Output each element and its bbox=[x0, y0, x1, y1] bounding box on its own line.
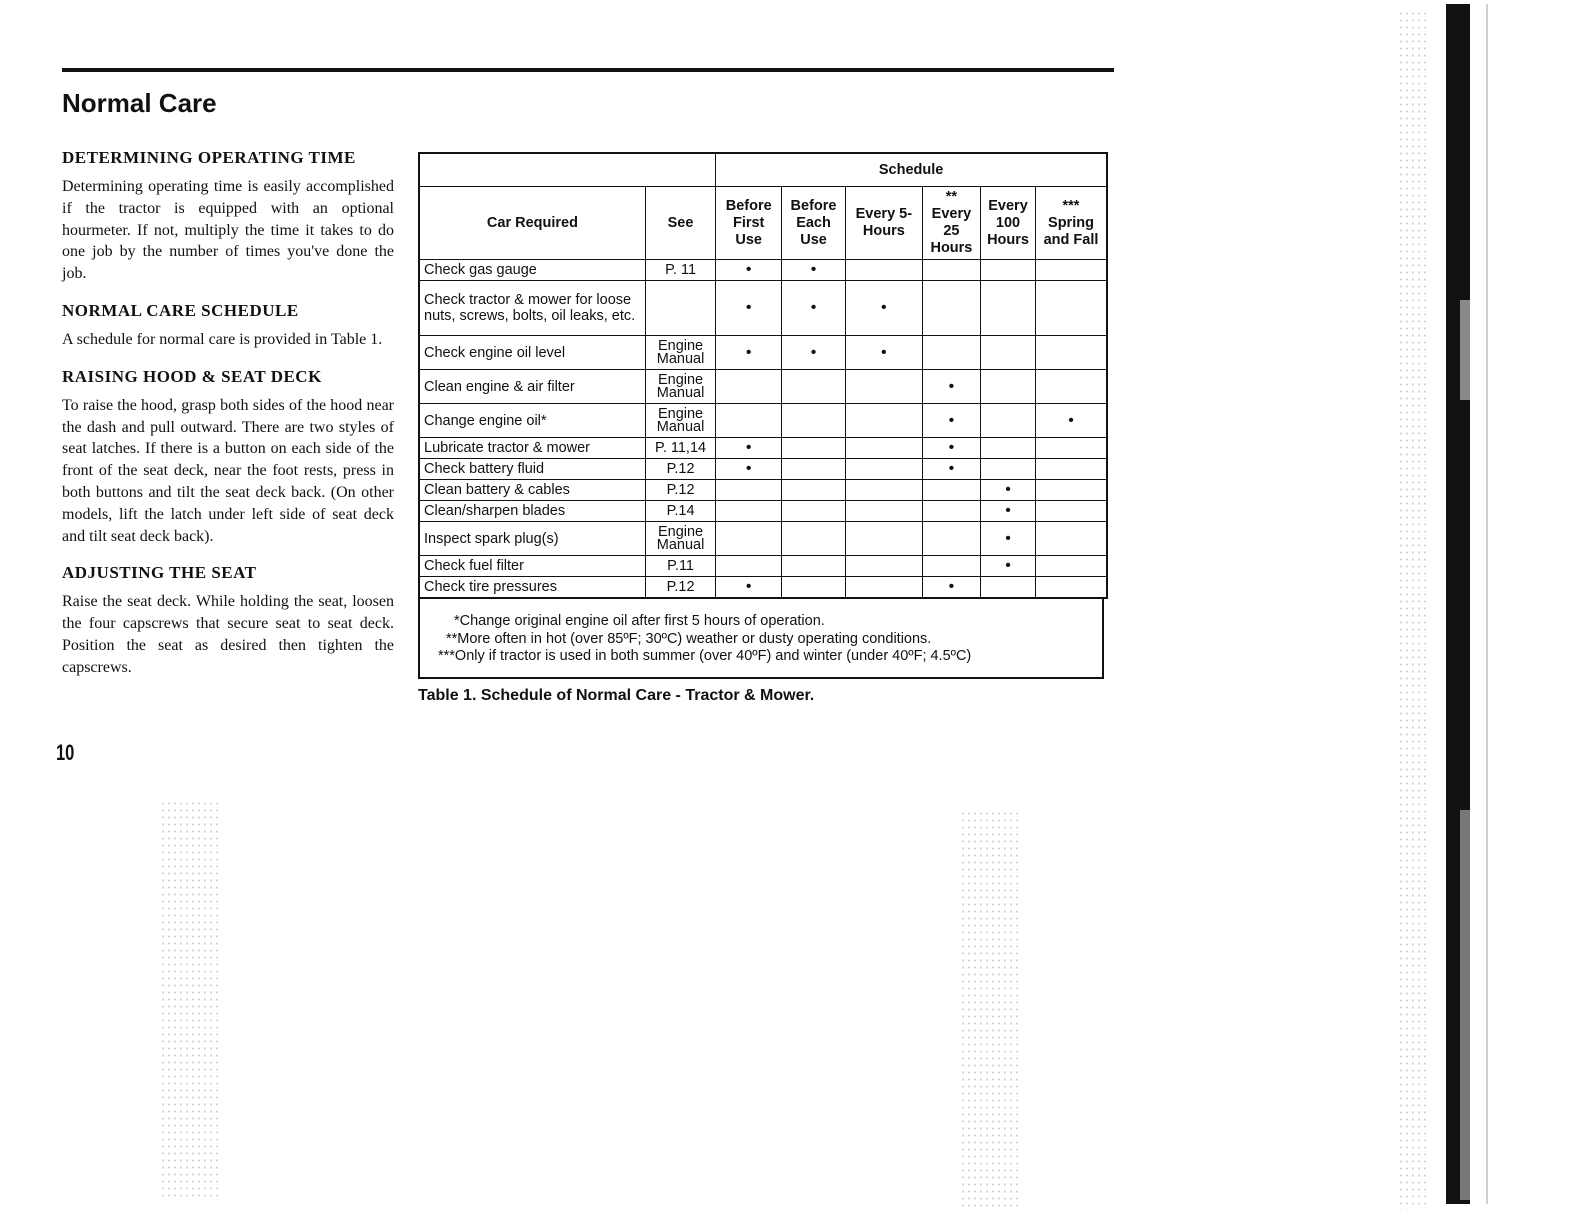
table-row bbox=[419, 370, 1107, 404]
table-row bbox=[419, 281, 1107, 336]
column-header-row bbox=[419, 187, 1107, 260]
table-row bbox=[419, 260, 1107, 281]
see-cell: Engine Manual bbox=[645, 336, 715, 370]
see-cell: P.11 bbox=[645, 556, 715, 577]
col-header-task: Car Required bbox=[419, 187, 645, 260]
schedule-header-row bbox=[419, 153, 1107, 187]
schedule-empty-cell bbox=[782, 577, 846, 599]
schedule-empty-cell bbox=[716, 404, 782, 438]
see-cell: Engine Manual bbox=[645, 522, 715, 556]
col-header-see: See bbox=[645, 187, 715, 260]
table-row bbox=[419, 459, 1107, 480]
section-body-care-schedule: A schedule for normal care is provided in Table 1. bbox=[62, 330, 383, 348]
schedule-empty-cell bbox=[845, 459, 922, 480]
task-cell: Change engine oil* bbox=[419, 404, 645, 438]
schedule-dot-cell: • bbox=[922, 370, 980, 404]
schedule-empty-cell bbox=[981, 459, 1036, 480]
col-header-before-each: Before Each Use bbox=[782, 187, 846, 260]
schedule-empty-cell bbox=[716, 556, 782, 577]
schedule-dot-cell: • bbox=[716, 336, 782, 370]
blank-header-cell bbox=[419, 153, 716, 187]
task-cell: Check fuel filter bbox=[419, 556, 645, 577]
schedule-empty-cell bbox=[1035, 438, 1107, 459]
schedule-empty-cell bbox=[922, 501, 980, 522]
care-schedule-table bbox=[418, 152, 1108, 599]
table-row bbox=[419, 577, 1107, 599]
schedule-empty-cell bbox=[782, 480, 846, 501]
schedule-empty-cell bbox=[1035, 281, 1107, 336]
schedule-dot-cell: • bbox=[782, 281, 846, 336]
page-number: 10 bbox=[56, 740, 75, 765]
footnote-1: *Change original engine oil after first 5 hours of operation. bbox=[454, 613, 825, 629]
schedule-dot-cell: • bbox=[716, 281, 782, 336]
schedule-dot-cell: • bbox=[716, 577, 782, 599]
footnote-mark-3: *** bbox=[1062, 197, 1080, 214]
footnote-2: **More often in hot (over 85ºF; 30ºC) weather or dusty operating conditions. bbox=[446, 630, 932, 647]
section-body-adjusting-seat: Raise the seat deck. While holding the seat, loosen the four capscrews that secure seat to seat deck. Position the seat as desired then tighten the capscrews. bbox=[62, 593, 394, 676]
schedule-dot-cell: • bbox=[716, 459, 782, 480]
table-row bbox=[419, 438, 1107, 459]
schedule-empty-cell bbox=[922, 281, 980, 336]
schedule-empty-cell bbox=[716, 501, 782, 522]
schedule-dot-cell: • bbox=[922, 438, 980, 459]
schedule-dot-cell: • bbox=[716, 438, 782, 459]
schedule-empty-cell bbox=[922, 336, 980, 370]
schedule-empty-cell bbox=[845, 404, 922, 438]
schedule-empty-cell bbox=[716, 370, 782, 404]
scan-speckle bbox=[960, 810, 1020, 1210]
schedule-empty-cell bbox=[922, 522, 980, 556]
care-schedule-table-wrapper bbox=[418, 152, 1108, 705]
schedule-empty-cell bbox=[922, 260, 980, 281]
schedule-dot-cell: • bbox=[716, 260, 782, 281]
schedule-empty-cell bbox=[1035, 556, 1107, 577]
table-row bbox=[419, 480, 1107, 501]
schedule-empty-cell bbox=[981, 577, 1036, 599]
schedule-empty-cell bbox=[782, 438, 846, 459]
schedule-empty-cell bbox=[1035, 336, 1107, 370]
see-cell: Engine Manual bbox=[645, 404, 715, 438]
footnote-3: ***Only if tractor is used in both summer (over 40ºF) and winter (under 40ºF; 4.5ºC) bbox=[438, 648, 972, 664]
table-row bbox=[419, 336, 1107, 370]
schedule-empty-cell bbox=[716, 522, 782, 556]
task-cell: Clean/sharpen blades bbox=[419, 501, 645, 522]
schedule-empty-cell bbox=[1035, 577, 1107, 599]
see-cell: Engine Manual bbox=[645, 370, 715, 404]
table-body bbox=[419, 260, 1107, 599]
schedule-dot-cell: • bbox=[981, 501, 1036, 522]
schedule-empty-cell bbox=[981, 404, 1036, 438]
schedule-empty-cell bbox=[845, 577, 922, 599]
schedule-empty-cell bbox=[782, 404, 846, 438]
schedule-dot-cell: • bbox=[981, 480, 1036, 501]
schedule-dot-cell: • bbox=[981, 556, 1036, 577]
col-header-spring-fall bbox=[1035, 187, 1107, 260]
col-header-every-100: Every 100 Hours bbox=[981, 187, 1036, 260]
schedule-dot-cell: • bbox=[782, 336, 846, 370]
task-cell: Check battery fluid bbox=[419, 459, 645, 480]
see-cell bbox=[645, 281, 715, 336]
schedule-empty-cell bbox=[1035, 370, 1107, 404]
binding-edge-mark bbox=[1460, 300, 1470, 400]
section-heading-operating-time: DETERMINING OPERATING TIME bbox=[62, 148, 356, 167]
binding-edge-line bbox=[1486, 4, 1488, 1204]
schedule-empty-cell bbox=[845, 260, 922, 281]
col-header-every-25-label: Every 25 Hours bbox=[930, 206, 973, 256]
task-cell: Clean engine & air filter bbox=[419, 370, 645, 404]
task-cell: Lubricate tractor & mower bbox=[419, 438, 645, 459]
section-heading-care-schedule: NORMAL CARE SCHEDULE bbox=[62, 300, 299, 320]
section-heading-raising-hood: RAISING HOOD & SEAT DECK bbox=[62, 366, 322, 386]
schedule-dot-cell: • bbox=[782, 260, 846, 281]
schedule-empty-cell bbox=[782, 459, 846, 480]
see-cell: P.12 bbox=[645, 480, 715, 501]
schedule-empty-cell bbox=[782, 501, 846, 522]
schedule-dot-cell: • bbox=[1035, 404, 1107, 438]
footnote-mark-2: ** bbox=[945, 189, 958, 205]
schedule-empty-cell bbox=[1035, 459, 1107, 480]
see-cell: P.12 bbox=[645, 577, 715, 599]
see-cell: P.14 bbox=[645, 501, 715, 522]
table-row bbox=[419, 522, 1107, 556]
task-cell: Check gas gauge bbox=[419, 260, 645, 281]
schedule-empty-cell bbox=[845, 522, 922, 556]
schedule-empty-cell bbox=[845, 370, 922, 404]
schedule-empty-cell bbox=[845, 501, 922, 522]
schedule-empty-cell bbox=[845, 480, 922, 501]
section-body-operating-time: Determining operating time is easily accomplished if the tractor is equipped with an optional hourmeter. If not, multiply the time it takes to do one job by the number of times you've done the job. bbox=[62, 178, 394, 283]
task-cell: Inspect spark plug(s) bbox=[419, 522, 645, 556]
schedule-dot-cell: • bbox=[922, 459, 980, 480]
schedule-empty-cell bbox=[981, 336, 1036, 370]
task-cell: Check tire pressures bbox=[419, 577, 645, 599]
task-cell: Check engine oil level bbox=[419, 336, 645, 370]
see-cell: P. 11 bbox=[645, 260, 715, 281]
col-header-every-5: Every 5-Hours bbox=[845, 187, 922, 260]
schedule-empty-cell bbox=[1035, 501, 1107, 522]
schedule-header: Schedule bbox=[716, 153, 1107, 187]
col-header-before-first: Before First Use bbox=[716, 187, 782, 260]
schedule-empty-cell bbox=[922, 556, 980, 577]
table-row bbox=[419, 501, 1107, 522]
schedule-empty-cell bbox=[922, 480, 980, 501]
schedule-empty-cell bbox=[1035, 260, 1107, 281]
binding-edge-mark bbox=[1460, 810, 1470, 1200]
table-row bbox=[419, 556, 1107, 577]
schedule-empty-cell bbox=[782, 556, 846, 577]
scan-speckle bbox=[160, 800, 220, 1200]
schedule-dot-cell: • bbox=[981, 522, 1036, 556]
schedule-empty-cell bbox=[981, 370, 1036, 404]
top-rule bbox=[62, 68, 1114, 72]
schedule-empty-cell bbox=[981, 438, 1036, 459]
schedule-dot-cell: • bbox=[922, 404, 980, 438]
schedule-empty-cell bbox=[981, 260, 1036, 281]
see-cell: P. 11,14 bbox=[645, 438, 715, 459]
schedule-empty-cell bbox=[845, 556, 922, 577]
schedule-empty-cell bbox=[782, 370, 846, 404]
col-header-spring-fall-label: Spring and Fall bbox=[1043, 214, 1099, 248]
table-caption: Table 1. Schedule of Normal Care - Tractor & Mower. bbox=[418, 687, 815, 704]
left-column bbox=[62, 148, 394, 695]
section-body-raising-hood: To raise the hood, grasp both sides of the hood near the dash and pull outward. There are two styles of seat latches. If there is a button on each side of the front of the seat deck, near the foot rests, press in both buttons and tilt the seat deck back. (On other models, lift the latch under left side of seat deck and tilt seat deck back). bbox=[62, 396, 394, 545]
scan-speckle bbox=[1398, 10, 1428, 1210]
see-cell: P.12 bbox=[645, 459, 715, 480]
schedule-empty-cell bbox=[1035, 480, 1107, 501]
table-footnotes bbox=[418, 599, 1104, 679]
page-title: Normal Care bbox=[62, 88, 217, 118]
schedule-empty-cell bbox=[981, 281, 1036, 336]
schedule-empty-cell bbox=[1035, 522, 1107, 556]
schedule-dot-cell: • bbox=[922, 577, 980, 599]
schedule-dot-cell: • bbox=[845, 336, 922, 370]
schedule-empty-cell bbox=[845, 438, 922, 459]
section-heading-adjusting-seat: ADJUSTING THE SEAT bbox=[62, 563, 257, 583]
table-row bbox=[419, 404, 1107, 438]
schedule-empty-cell bbox=[782, 522, 846, 556]
col-header-every-25 bbox=[922, 187, 980, 260]
schedule-empty-cell bbox=[716, 480, 782, 501]
task-cell: Check tractor & mower for loose nuts, screws, bolts, oil leaks, etc. bbox=[419, 281, 645, 336]
task-cell: Clean battery & cables bbox=[419, 480, 645, 501]
schedule-dot-cell: • bbox=[845, 281, 922, 336]
